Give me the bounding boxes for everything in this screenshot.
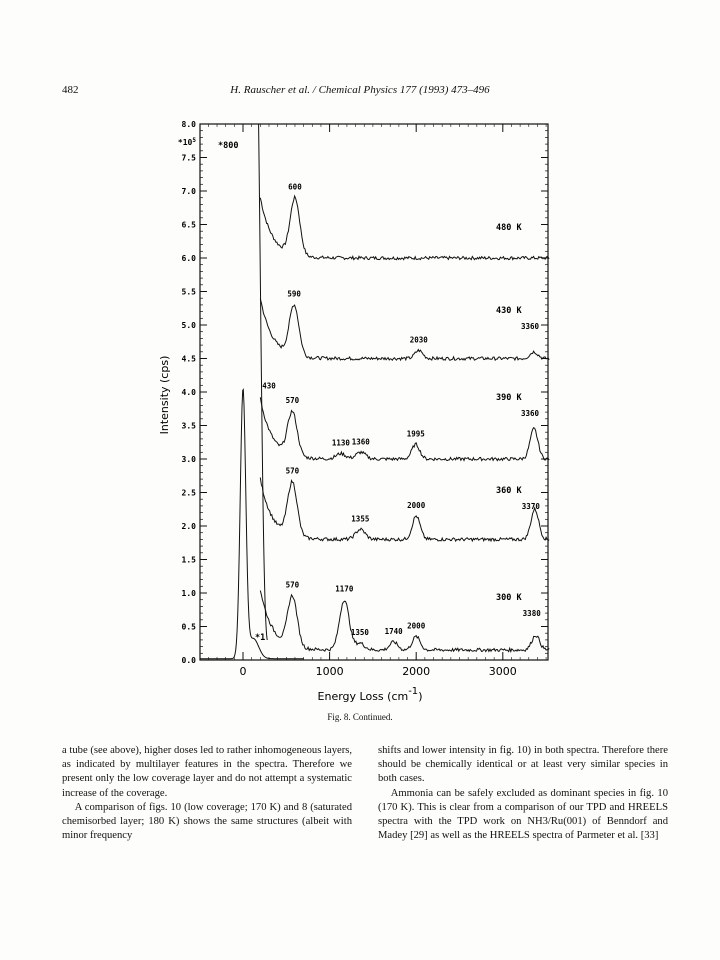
body-text-right-column [378,744,668,843]
peak-label: 2030 [409,335,428,345]
body-text-left-column [62,744,352,843]
y-axis-title: Intensity (cps) [158,355,171,435]
x-tick-label: 0 [239,665,247,678]
y-tick-label: 3.5 [181,421,196,431]
peak-label: 3360 [520,409,540,418]
temperature-label: 430 K [496,306,522,316]
x-tick-label: 2000 [402,665,431,678]
peak-label: 570 [285,466,300,476]
scale-label-x1: *1 [255,633,266,643]
x-tick-label: 3000 [488,665,517,678]
y-tick-label: 4.5 [181,354,196,364]
plot-frame [200,124,548,660]
peak-label: 1360 [351,437,370,447]
spectrum-trace [260,397,549,460]
y-tick-label: 4.0 [181,388,196,397]
peak-label: 1355 [351,514,370,524]
peak-label: 2000 [407,621,426,631]
temperature-label: 480 K [496,223,522,233]
y-tick-label: 2.5 [181,488,196,498]
paragraph: A comparison of figs. 10 (low coverage; 170 K) and 8 (saturated chemisorbed layer; 180 K) shows the same structures (albeit with minor frequency [62,801,352,842]
y-tick-label: 2.0 [181,522,196,531]
peak-label: 1350 [350,628,369,638]
y-tick-label: 6.5 [181,220,196,230]
peak-label: 600 [288,182,302,192]
page-number: 482 [62,84,79,96]
paragraph: shifts and lower intensity in fig. 10) in both spectra. Therefore there should be chemically identical or at least very similar species in both cases. [378,745,668,785]
temperature-label: 300 K [496,593,522,603]
y-tick-label: 0.5 [181,622,196,632]
paragraph: a tube (see above), higher doses led to rather inhomogeneous layers, as indicated by multilayer features in the spectra. Therefore we present only the low coverage layer and do not attempt a systematic increase of the coverage. [62,745,352,799]
y-tick-label: 6.0 [181,254,196,263]
y-tick-label: 7.0 [181,187,196,196]
y-tick-label: 0.0 [181,656,196,665]
paragraph: Ammonia can be safely excluded as dominant species in fig. 10 (170 K). This is clear from a comparison of our TPD and HREELS spectra with the TPD work on NH3/Ru(001) of Benndorf and Madey [29] as well as the HREELS spectra of Parmeter et al. [33] [378,787,668,842]
figure-labels [158,137,541,703]
figure-caption: Fig. 8. Continued. [327,712,393,722]
temperature-label: 360 K [496,486,522,496]
peak-label: 1170 [335,584,354,594]
spectra-traces [200,124,550,659]
peak-label: 1740 [384,626,403,636]
temperature-label: 390 K [496,393,522,403]
running-head: H. Rauscher et al. / Chemical Physics 177 (1993) 473–496 [230,84,490,96]
x-tick-label: 1000 [315,665,344,678]
y-tick-label: 1.0 [181,589,196,598]
y-multiplier: $*10^5$ [177,137,196,147]
elastic-peak-trace [200,390,304,659]
y-tick-label: 1.5 [181,555,196,565]
peak-label: 1995 [406,429,425,439]
y-tick-label: 3.0 [181,455,196,464]
peak-label: 1130 [331,438,350,448]
peak-label: 570 [285,396,300,406]
y-tick-label: 5.5 [181,287,196,297]
peak-label: 3380 [522,609,541,618]
peak-label: 570 [285,580,300,590]
peak-label: 2000 [407,500,426,510]
x-axis-title: Energy Loss (cm-1) [317,686,423,703]
y-tick-label: 7.5 [181,153,196,163]
axis-frame [182,120,548,678]
peak-label: 3370 [521,502,540,511]
peak-label: 430 [262,381,276,391]
peak-label: 3360 [520,322,540,331]
y-tick-label: 8.0 [181,120,196,129]
y-tick-label: 5.0 [181,321,196,330]
scale-label-x800: *800 [218,141,239,151]
peak-label: 590 [287,289,301,299]
